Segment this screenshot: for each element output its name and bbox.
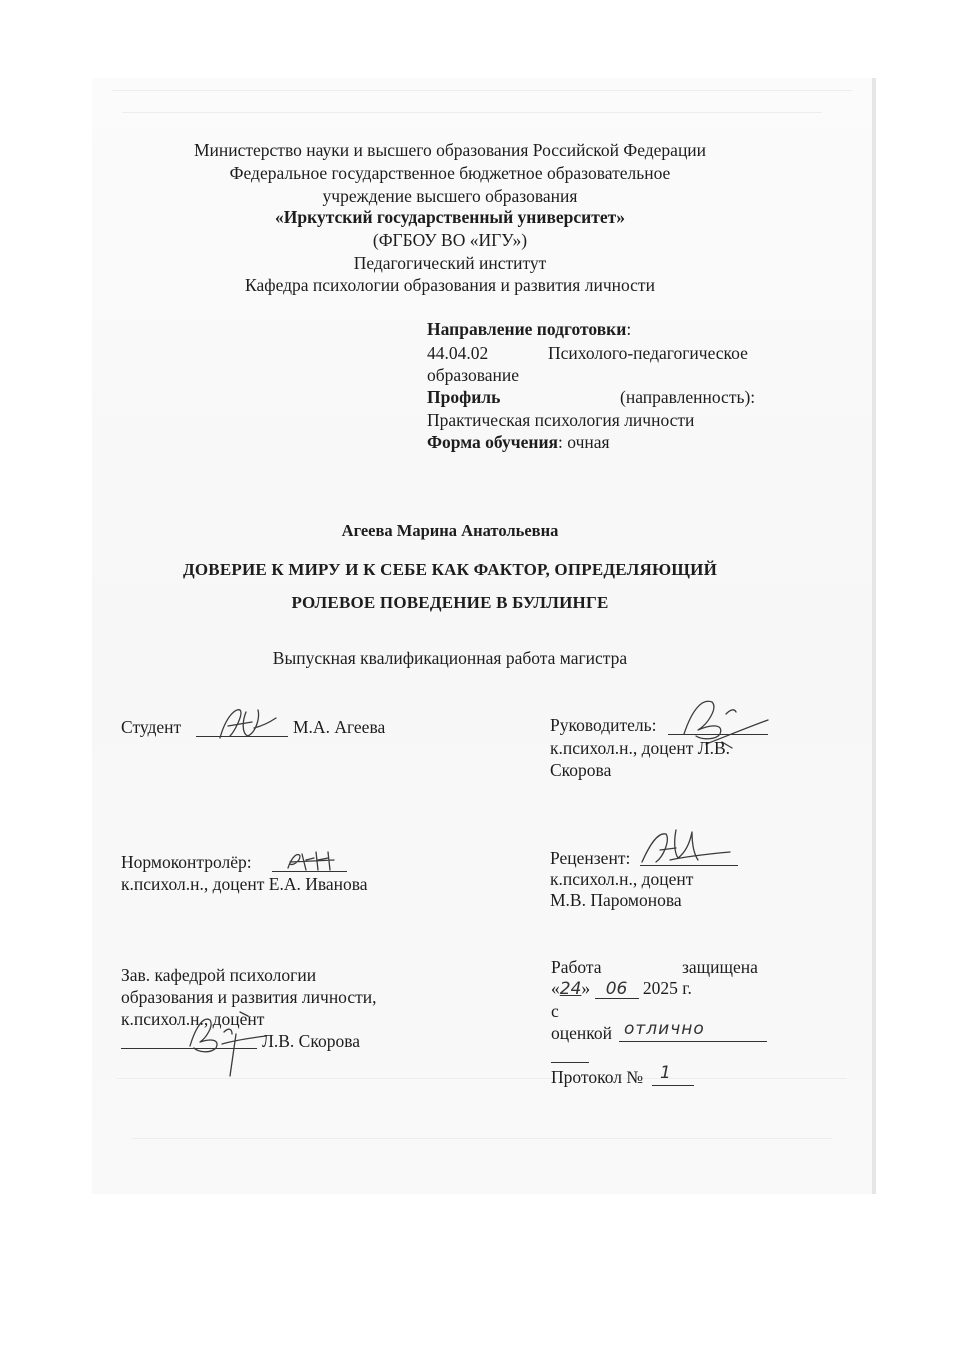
- head-title-line-1: Зав. кафедрой психологии: [121, 965, 317, 985]
- profile-suffix: (направленность):: [620, 387, 756, 407]
- normcontrol-degree: к.психол.н., доцент Е.А. Иванова: [121, 874, 368, 894]
- profile-label: Профиль: [427, 387, 501, 407]
- grade-line: [619, 1041, 767, 1042]
- reviewer-signature: [636, 826, 736, 870]
- protocol-number: 1: [660, 1063, 671, 1083]
- defense-grade-label: оценкой: [551, 1023, 612, 1043]
- study-form-value: : очная: [558, 432, 610, 452]
- student-label: Студент: [121, 717, 182, 737]
- university-abbr: (ФГБОУ ВО «ИГУ»): [372, 230, 528, 250]
- profile-value: Практическая психология личности: [427, 410, 695, 430]
- direction-heading: [427, 318, 631, 340]
- bleed-through-line: [122, 112, 822, 113]
- bleed-through-line: [117, 1078, 847, 1079]
- head-signature: [176, 1006, 268, 1078]
- bleed-through-line: [132, 1138, 832, 1139]
- study-form: [427, 431, 610, 453]
- direction-label: Направление подготовки: [427, 319, 627, 339]
- supervisor-surname: Скорова: [550, 760, 612, 780]
- university-name: «Иркутский государственный университет»: [275, 207, 625, 227]
- grade-line-cont: [551, 1062, 589, 1063]
- normcontrol-label: Нормоконтролёр:: [121, 852, 252, 872]
- defense-with: с: [551, 1001, 559, 1021]
- direction-name-cont: образование: [427, 365, 520, 385]
- supervisor-degree: к.психол.н., доцент Л.В.: [550, 738, 731, 758]
- reviewer-label: Рецензент:: [550, 848, 631, 868]
- head-name: Л.В. Скорова: [262, 1031, 361, 1051]
- reviewer-degree: к.психол.н., доцент: [550, 869, 694, 889]
- defense-word-defended: защищена: [682, 957, 758, 977]
- defense-day: 24: [559, 979, 582, 999]
- work-type: Выпускная квалификационная работа магистра: [272, 648, 628, 668]
- ministry-line: Министерство науки и высшего образования Российской Федерации: [193, 140, 707, 160]
- quote-close: »: [581, 978, 591, 998]
- thesis-title-line-1: ДОВЕРИЕ К МИРУ И К СЕБЕ КАК ФАКТОР, ОПРЕДЕЛЯЮЩИЙ: [182, 560, 717, 579]
- department-name: Кафедра психологии образования и развития личности: [245, 275, 655, 295]
- defense-date: [551, 977, 692, 1000]
- supervisor-label: Руководитель:: [550, 715, 657, 735]
- defense-word-work: Работа: [551, 957, 602, 977]
- study-form-label: Форма обучения: [427, 432, 559, 452]
- institute-name: Педагогический институт: [353, 253, 547, 273]
- agency-line: Федеральное государственное бюджетное образовательное: [229, 163, 671, 183]
- protocol-line: [652, 1085, 694, 1086]
- head-degree: к.психол.н., доцент: [121, 1009, 265, 1029]
- bleed-through-line: [112, 90, 852, 91]
- reviewer-name: М.В. Паромонова: [550, 890, 682, 910]
- defense-month: 06: [595, 980, 639, 999]
- head-title-line-2: образования и развития личности,: [121, 987, 377, 1007]
- direction-code: 44.04.02: [427, 343, 489, 363]
- protocol-label: Протокол №: [551, 1067, 644, 1087]
- direction-name: Психолого-педагогическое: [548, 343, 748, 363]
- student-name: М.А. Агеева: [293, 717, 386, 737]
- defense-grade: отлично: [624, 1019, 705, 1039]
- normcontrol-signature: [282, 846, 342, 874]
- quote-open: «: [551, 978, 560, 998]
- direction-colon: :: [626, 319, 632, 339]
- student-signature: [212, 706, 282, 742]
- author-name: Агеева Марина Анатольевна: [341, 521, 559, 540]
- thesis-title-line-2: РОЛЕВОЕ ПОВЕДЕНИЕ В БУЛЛИНГЕ: [291, 593, 609, 612]
- agency-line-2: учреждение высшего образования: [322, 186, 578, 206]
- defense-year: 2025 г.: [642, 978, 692, 998]
